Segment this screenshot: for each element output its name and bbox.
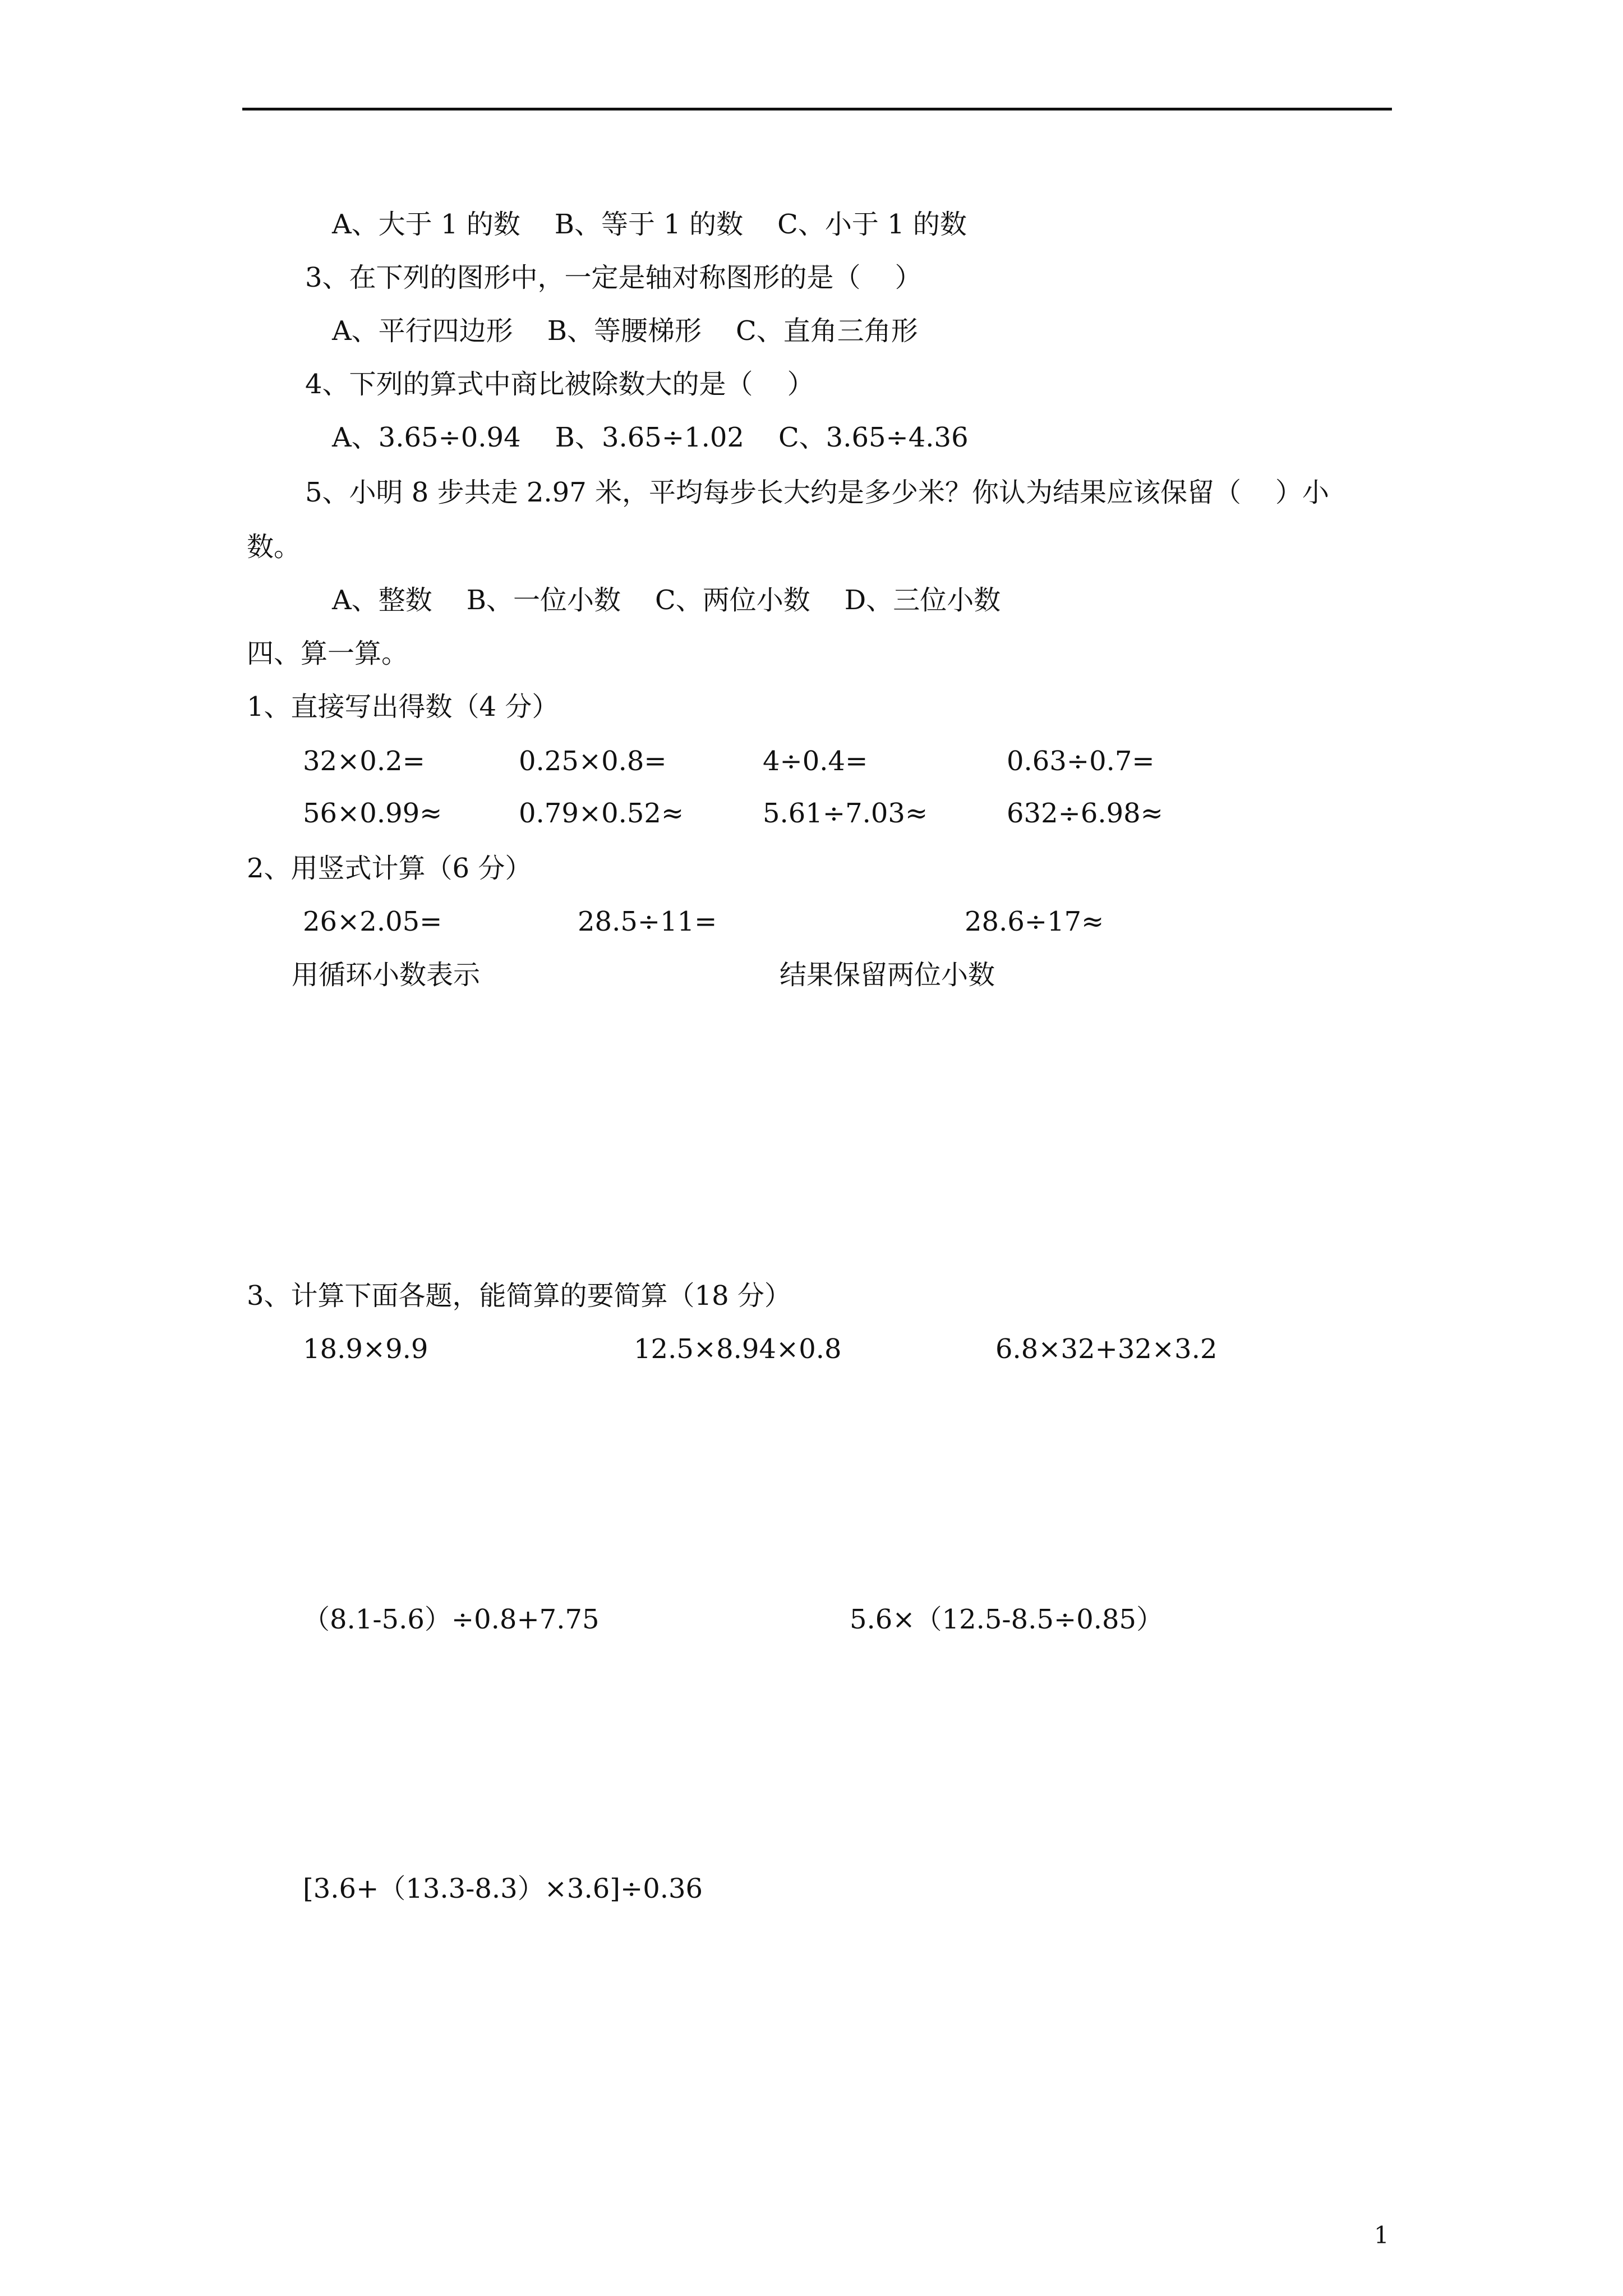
header-rule	[242, 108, 1392, 111]
part3-title: 3、计算下面各题，能简算的要简算（18 分）	[247, 1280, 791, 1312]
q5-stem-line2: 数。	[247, 531, 301, 563]
page-number: 1	[1374, 2221, 1389, 2249]
section4-title: 四、算一算。	[247, 638, 409, 669]
part1-row2-item: 56×0.99≈	[303, 798, 442, 829]
part3-row1-item: 6.8×32+32×3.2	[995, 1333, 1218, 1365]
part2-note: 结果保留两位小数	[780, 959, 995, 991]
part2-title: 2、用竖式计算（6 分）	[247, 853, 532, 884]
q2-options: A、大于 1 的数 B、等于 1 的数 C、小于 1 的数	[332, 209, 967, 240]
part2-problem: 28.5÷11=	[578, 906, 717, 937]
part3-row3-item: [3.6+（13.3-8.3）×3.6]÷0.36	[303, 1873, 703, 1904]
q3-options: A、平行四边形 B、等腰梯形 C、直角三角形	[332, 315, 918, 347]
part1-row1-item: 32×0.2=	[303, 746, 425, 777]
part3-row1-item: 12.5×8.94×0.8	[634, 1333, 842, 1365]
q4-options: A、3.65÷0.94 B、3.65÷1.02 C、3.65÷4.36	[332, 422, 969, 453]
part3-row2-item: （8.1-5.6）÷0.8+7.75	[303, 1604, 600, 1635]
part1-row2-item: 632÷6.98≈	[1007, 798, 1163, 829]
part3-row2-item: 5.6×（12.5-8.5÷0.85）	[850, 1604, 1164, 1635]
part2-note: 用循环小数表示	[292, 959, 481, 991]
part2-problem: 28.6÷17≈	[965, 906, 1104, 937]
q5-stem-line1: 5、小明 8 步共走 2.97 米，平均每步长大约是多少米？你认为结果应该保留（ ）小	[305, 477, 1330, 508]
part1-row2-item: 5.61÷7.03≈	[763, 798, 928, 829]
part1-row2-item: 0.79×0.52≈	[519, 798, 684, 829]
part3-row1-item: 18.9×9.9	[303, 1333, 428, 1365]
part1-row1-item: 0.25×0.8=	[519, 746, 667, 777]
q3-stem: 3、在下列的图形中，一定是轴对称图形的是（ ）	[305, 262, 922, 293]
part1-title: 1、直接写出得数（4 分）	[247, 691, 559, 723]
q5-options: A、整数 B、一位小数 C、两位小数 D、三位小数	[332, 585, 1001, 616]
part2-problem: 26×2.05=	[303, 906, 442, 937]
q4-stem: 4、下列的算式中商比被除数大的是（ ）	[305, 369, 814, 400]
part1-row1-item: 4÷0.4=	[763, 746, 868, 777]
part1-row1-item: 0.63÷0.7=	[1007, 746, 1155, 777]
